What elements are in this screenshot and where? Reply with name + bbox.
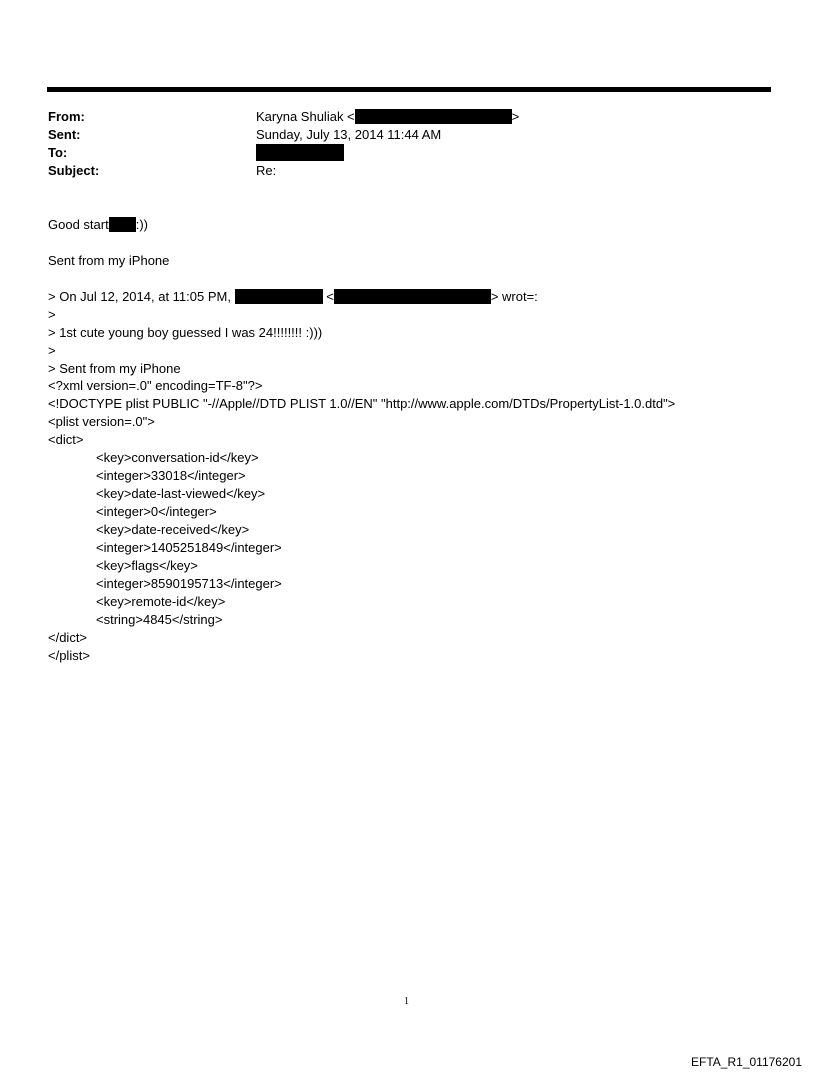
subject-value: Re:	[256, 163, 277, 178]
quote-lt: <	[326, 289, 334, 304]
from-close: >	[511, 109, 520, 124]
greeting-line	[48, 216, 148, 234]
doctype-line: <!DOCTYPE plist PUBLIC "-//Apple//DTD PLIST 1.0//EN" "http://www.apple.com/DTDs/PropertyList-1.0.dtd">	[48, 396, 676, 411]
bates-number: EFTA_R1_01176201	[691, 1055, 802, 1069]
quote-blank-line-2: >	[48, 343, 56, 358]
to-label: To:	[48, 145, 68, 160]
dict-line: <integer>8590195713</integer>	[96, 576, 282, 591]
from-label: From:	[48, 109, 85, 124]
quote-header-line	[48, 288, 538, 306]
dict-close-line: </dict>	[48, 630, 88, 645]
greeting-pre: Good start	[48, 217, 109, 232]
dict-line: <key>remote-id</key>	[96, 594, 226, 609]
signature-line: Sent from my iPhone	[48, 253, 170, 268]
plist-open-line: <plist version=.0">	[48, 414, 155, 429]
header-rule	[47, 87, 771, 92]
redaction-quote-name	[235, 289, 323, 304]
quote-signature-line: > Sent from my iPhone	[48, 361, 181, 376]
to-value	[256, 144, 344, 163]
sent-label: Sent:	[48, 127, 81, 142]
dict-line: <integer>33018</integer>	[96, 468, 246, 483]
dict-line: <key>flags</key>	[96, 558, 198, 573]
dict-line: <key>date-last-viewed</key>	[96, 486, 266, 501]
xml-declaration-line: <?xml version=.0" encoding=TF-8"?>	[48, 378, 263, 393]
redaction-quote-email	[334, 289, 491, 304]
quote-blank-line-1: >	[48, 307, 56, 322]
dict-line: <key>conversation-id</key>	[96, 450, 259, 465]
sent-value: Sunday, July 13, 2014 11:44 AM	[256, 127, 442, 142]
dict-line: <integer>1405251849</integer>	[96, 540, 282, 555]
dict-line: <integer>0</integer>	[96, 504, 217, 519]
dict-line: <string>4845</string>	[96, 612, 223, 627]
quote-text-line: > 1st cute young boy guessed I was 24!!!!!!!! :)))	[48, 325, 323, 340]
from-name: Karyna Shuliak <	[256, 109, 355, 124]
subject-label: Subject:	[48, 163, 100, 178]
redaction-greeting	[109, 217, 136, 232]
redaction-to	[256, 144, 344, 161]
dict-open-line: <dict>	[48, 432, 84, 447]
plist-close-line: </plist>	[48, 648, 90, 663]
greeting-post: :))	[135, 217, 148, 232]
dict-line: <key>date-received</key>	[96, 522, 250, 537]
quote-post: > wrot=:	[490, 289, 538, 304]
page-number: 1	[404, 996, 409, 1007]
redaction-from-email	[355, 109, 512, 124]
from-value	[256, 108, 519, 126]
quote-pre: > On Jul 12, 2014, at 11:05 PM,	[48, 289, 231, 304]
